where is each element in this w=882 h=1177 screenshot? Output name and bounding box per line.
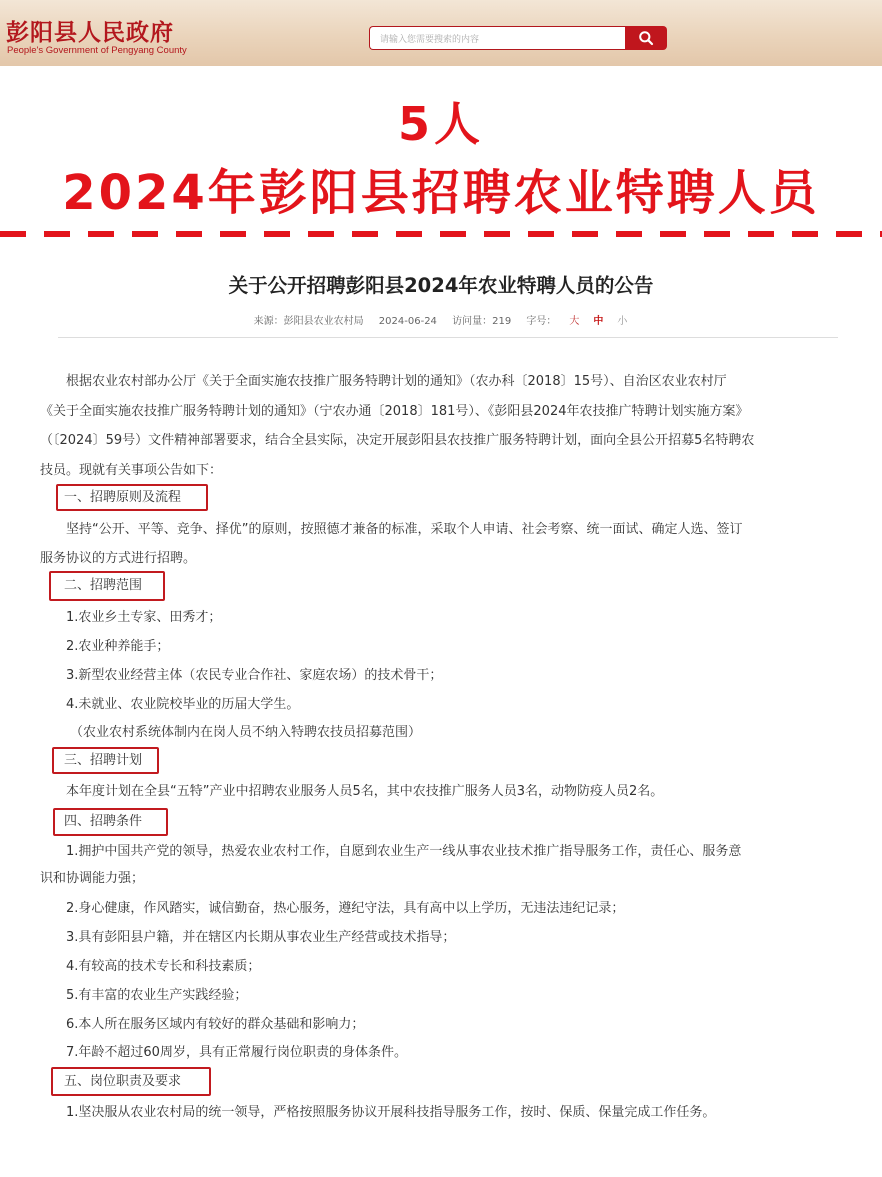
section-4-line: 识和协调能力强； bbox=[40, 871, 145, 886]
section-4-line: 7.年龄不超过60周岁，具有正常履行岗位职责的身体条件。 bbox=[66, 1045, 407, 1060]
section-2-line: 2.农业种养能手； bbox=[66, 639, 170, 654]
section-1-line: 服务协议的方式进行招聘。 bbox=[40, 551, 197, 566]
search-input[interactable] bbox=[380, 29, 620, 51]
font-size-medium[interactable]: 中 bbox=[593, 316, 604, 327]
intro-line: 《关于全面实施农技推广服务特聘计划的通知》（宁农办通〔2018〕181号）、《彭阳县2024年农技推广特聘计划实施方案》 bbox=[40, 404, 749, 419]
site-logo-title[interactable]: 彭阳县人民政府 bbox=[6, 19, 174, 46]
section-heading-3: 三、招聘计划 bbox=[64, 753, 143, 768]
intro-line: 根据农业农村部办公厅《关于全面实施农技推广服务特聘计划的通知》（农办科〔2018〕15号）、自治区农业农村厅 bbox=[66, 374, 727, 389]
section-4-line: 4.有较高的技术专长和科技素质； bbox=[66, 959, 261, 974]
title-divider bbox=[58, 337, 838, 338]
section-4-line: 5.有丰富的农业生产实践经验； bbox=[66, 988, 248, 1003]
section-heading-1: 一、招聘原则及流程 bbox=[64, 490, 182, 505]
meta-source: 来源：彭阳县农业农村局 bbox=[253, 316, 364, 327]
section-heading-4: 四、招聘条件 bbox=[64, 814, 143, 829]
meta-visits: 访问量：219 bbox=[452, 316, 512, 327]
overlay-count: 5人 bbox=[397, 97, 484, 151]
section-heading-5: 五、岗位职责及要求 bbox=[64, 1074, 182, 1089]
section-2-line: 1.农业乡土专家、田秀才； bbox=[66, 610, 222, 625]
section-5-line: 1.坚决服从农业农村局的统一领导，严格按照服务协议开展科技指导服务工作，按时、保质、保量完成工作任务。 bbox=[66, 1105, 716, 1120]
section-4-line: 1.拥护中国共产党的领导，热爱农业农村工作，自愿到农业生产一线从事农业技术推广指导服务工作，责任心、服务意 bbox=[66, 844, 742, 859]
intro-line: （〔2024〕59号）文件精神部署要求，结合全县实际，决定开展彭阳县农技推广服务特聘计划，面向全县公开招募5名特聘农 bbox=[40, 433, 755, 448]
font-size-small[interactable]: 小 bbox=[617, 316, 628, 327]
section-heading-2: 二、招聘范围 bbox=[64, 578, 143, 593]
site-header bbox=[0, 0, 882, 66]
overlay-title: 2024年彭阳县招聘农业特聘人员 bbox=[62, 165, 820, 221]
intro-line: 技员。现就有关事项公告如下： bbox=[40, 463, 223, 478]
site-logo-subtitle: People's Government of Pengyang County bbox=[7, 45, 187, 56]
section-4-line: 3.具有彭阳县户籍，并在辖区内长期从事农业生产经营或技术指导； bbox=[66, 930, 456, 945]
article-title: 关于公开招聘彭阳县2024年农业特聘人员的公告 bbox=[228, 274, 654, 297]
section-2-note: （农业农村系统体制内在岗人员不纳入特聘农技员招募范围） bbox=[70, 725, 422, 740]
search-icon bbox=[638, 30, 654, 46]
search-box bbox=[369, 26, 625, 50]
search-button[interactable] bbox=[625, 26, 667, 50]
article-meta bbox=[0, 312, 882, 327]
section-1-line: 坚持“公开、平等、竞争、择优”的原则，按照德才兼备的标准，采取个人申请、社会考察、统一面试、确定人选、签订 bbox=[66, 522, 743, 537]
font-size-large[interactable]: 大 bbox=[569, 316, 580, 327]
meta-date: 2024-06-24 bbox=[378, 316, 437, 327]
meta-font-label: 字号： bbox=[526, 316, 557, 327]
section-4-line: 6.本人所在服务区域内有较好的群众基础和影响力； bbox=[66, 1017, 365, 1032]
section-4-line: 2.身心健康，作风踏实，诚信勤奋，热心服务，遵纪守法，具有高中以上学历，无违法违纪记录； bbox=[66, 901, 625, 916]
section-2-line: 3.新型农业经营主体（农民专业合作社、家庭农场）的技术骨干； bbox=[66, 668, 443, 683]
dashed-divider bbox=[0, 231, 882, 237]
section-3-line: 本年度计划在全县“五特”产业中招聘农业服务人员5名，其中农技推广服务人员3名，动物防疫人员2名。 bbox=[66, 784, 664, 799]
section-2-line: 4.未就业、农业院校毕业的历届大学生。 bbox=[66, 697, 300, 712]
